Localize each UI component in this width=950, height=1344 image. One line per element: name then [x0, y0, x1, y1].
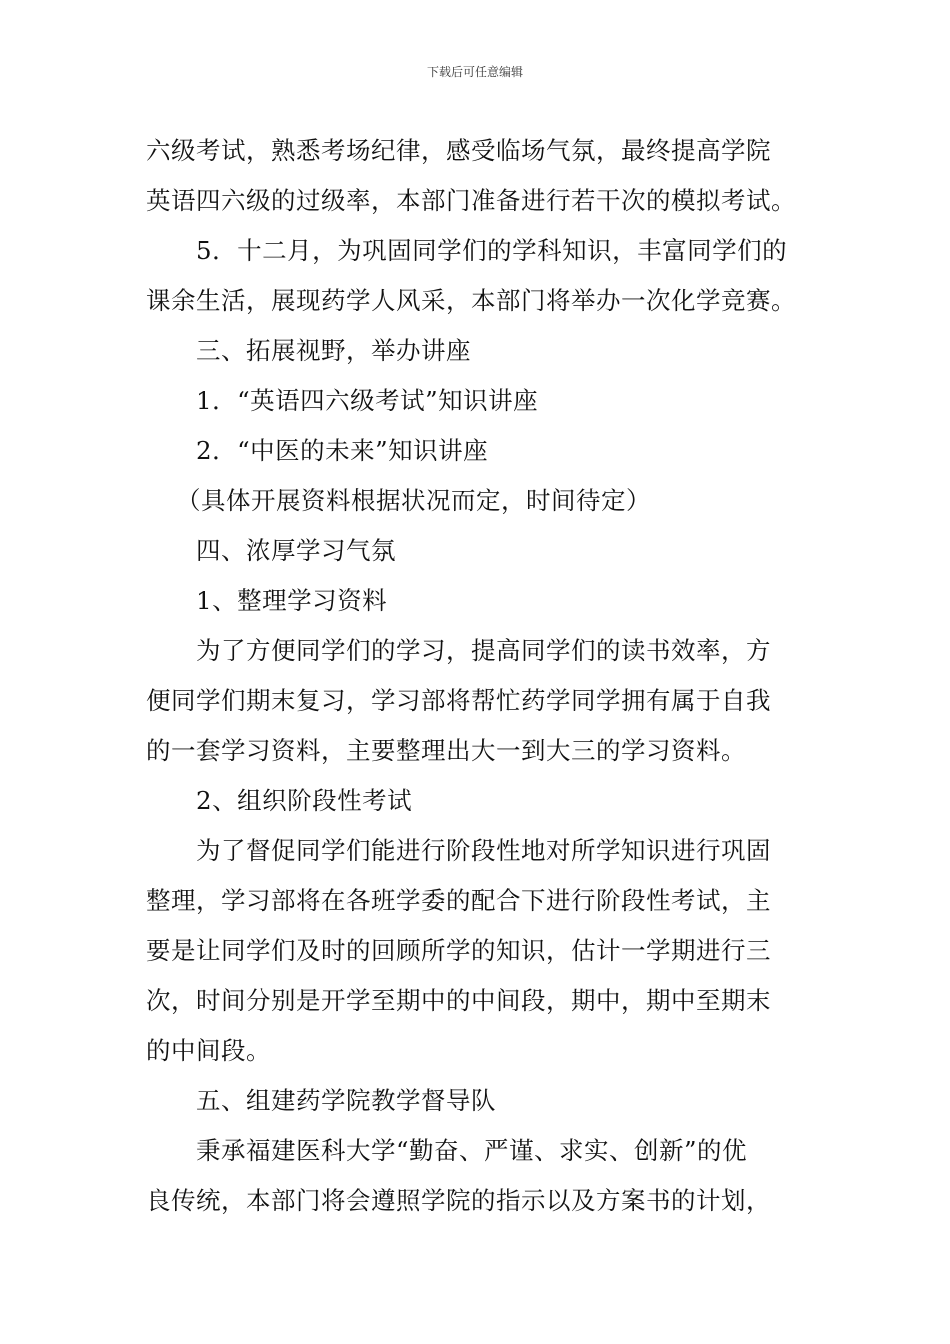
text-line: 次，时间分别是开学至期中的中间段，期中，期中至期末: [146, 986, 771, 1015]
text-line: 整理，学习部将在各班学委的配合下进行阶段性考试，主: [146, 886, 771, 915]
text-line: 的中间段。: [146, 1036, 271, 1065]
text-line: （具体开展资料根据状况而定，时间待定）: [176, 486, 651, 515]
text-line: 秉承福建医科大学“勤奋、严谨、求实、创新”的优: [196, 1136, 748, 1165]
text-line: 英语四六级的过级率，本部门准备进行若干次的模拟考试。: [146, 186, 796, 215]
subsection-heading: 1、整理学习资料: [196, 586, 388, 615]
subsection-heading: 2、组织阶段性考试: [196, 786, 413, 815]
section-heading: 四、浓厚学习气氛: [196, 536, 396, 565]
list-item: 1．“英语四六级考试”知识讲座: [196, 386, 539, 415]
section-heading: 五、组建药学院教学督导队: [196, 1086, 496, 1115]
text-line: 课余生活，展现药学人风采，本部门将举办一次化学竞赛。: [146, 286, 796, 315]
text-line: 要是让同学们及时的回顾所学的知识，估计一学期进行三: [146, 936, 771, 965]
text-line: 为了方便同学们的学习，提高同学们的读书效率，方: [196, 636, 771, 665]
text-line: 5．十二月，为巩固同学们的学科知识，丰富同学们的: [196, 236, 788, 265]
text-line: 的一套学习资料，主要整理出大一到大三的学习资料。: [146, 736, 746, 765]
text-line: 为了督促同学们能进行阶段性地对所学知识进行巩固: [196, 836, 771, 865]
page-header: 下载后可任意编辑: [426, 65, 523, 79]
document-body: [146, 126, 810, 1226]
text-line: 便同学们期末复习，学习部将帮忙药学同学拥有属于自我: [146, 686, 771, 715]
section-heading: 三、拓展视野，举办讲座: [196, 336, 471, 365]
text-line: 良传统，本部门将会遵照学院的指示以及方案书的计划，: [146, 1186, 771, 1215]
list-item: 2．“中医的未来”知识讲座: [196, 436, 489, 465]
text-line: 六级考试，熟悉考场纪律，感受临场气氛，最终提高学院: [146, 136, 771, 165]
